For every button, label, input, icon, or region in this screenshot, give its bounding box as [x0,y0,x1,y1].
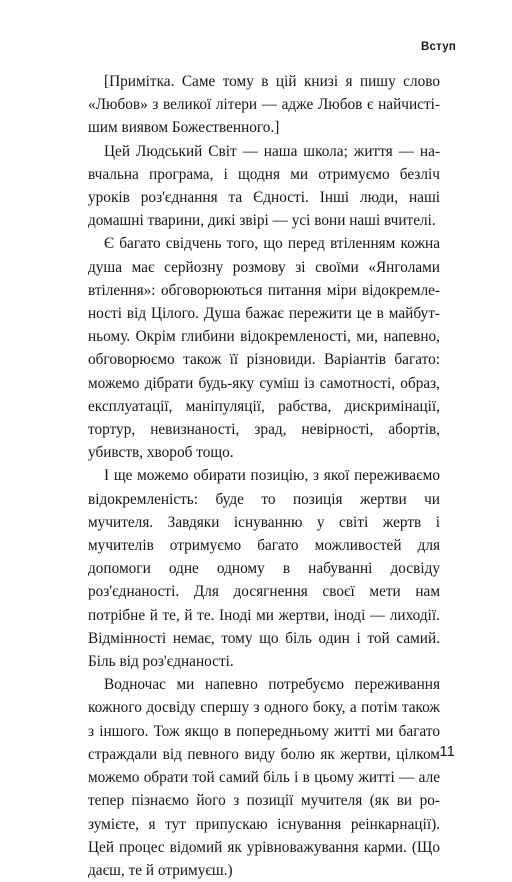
paragraph-victim-tormentor: І ще можемо обирати позицію, з якої переживаємо відокремленість: буде то позиція жертви чи мучителя. Завдяки існуванню у світі жертв і мучителів отримуємо багато можливостей для допомоги одне одному в набуванні досвіду роз'єднаності. Для досягнення своєї мети нам потрібне й те, й те. Іноді ми жертви, іноді — лиходії. Відмінності немає, тому що біль один і той самий. Біль від роз'єднаності. [88,467,440,671]
body-text [88,70,440,882]
paragraph-school: Цей Людський Світ — наша школа; життя — навчальна програма, і щодня ми отримуємо безліч уроків роз'єднання та Єдності. Інші люди, наші домашні тварини, дикі звірі — усі вони наші вчителі. [88,142,440,230]
paragraph-note: [Примітка. Саме тому в цій книзі я пишу слово «Любов» з великої літери — адже Любов є найчистішим виявом Божественного.] [88,73,440,137]
paragraph-incarnation-angels: Є багато свідчень того, що перед втіленням кожна душа має серйозну розмову зі своїми «Янголами втілення»: обговорюються питання міри відокремленості від Цілого. Душа бажає пережити це в майбутньому. Окрім глибини відокремленості, ми, напевно, обговорюємо також її різновиди. Варіантів багато: можемо дібрати будь-яку суміш із самотності, образ, експлуатації, маніпуляції, рабства, дискримінації, тортур, невизнаності, зрад, невірності, абортів, убивств, хвороб тощо. [88,235,440,462]
paragraph-karma: Водночас ми напевно потребуємо переживання кожного досвіду спершу з одного боку, а потім також з іншого. Тож якщо в попередньому житті ми багато страждали від певного виду болю як жертви, цілком можемо обрати той самий біль і в цьому житті — але тепер пізнаємо його з позиції мучителя (як ви розумієте, я тут припускаю існування реінкарнації). Цей процес відомий як урівноважування карми. (Що даєш, те й отримуєш.) [88,676,440,879]
running-header-section-title: Вступ [421,41,456,53]
page-number: 11 [439,743,455,760]
